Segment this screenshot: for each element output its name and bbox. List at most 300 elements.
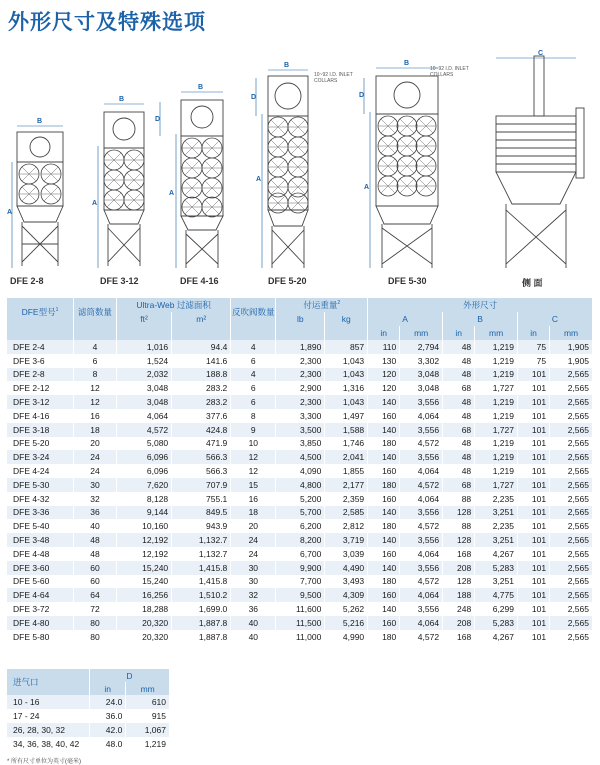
table-row (7, 695, 170, 709)
table-cell: 1,727 (475, 381, 518, 395)
table-cell: 20,320 (117, 616, 172, 630)
table-cell: 101 (518, 464, 550, 478)
table-cell: 10 - 16 (7, 695, 90, 709)
table-cell: 75 (518, 354, 550, 368)
table-cell: 9,144 (117, 506, 172, 520)
table-cell: 6,096 (117, 450, 172, 464)
table-cell: 15,240 (117, 575, 172, 589)
table-cell: 4,500 (276, 450, 325, 464)
dim-label-d: D (155, 116, 161, 123)
inlet-col-d: D (90, 669, 170, 682)
table-cell: 2,794 (400, 340, 443, 354)
dim-label-d: D (251, 94, 257, 101)
drawing-dfe-4-16 (181, 100, 223, 268)
table-cell: 4,572 (400, 478, 443, 492)
table-cell: 34, 36, 38, 40, 42 (7, 737, 90, 751)
table-cell: 1,043 (325, 368, 368, 382)
table-cell: 283.2 (172, 395, 231, 409)
table-cell: 5,200 (276, 492, 325, 506)
table-cell: 4,490 (325, 561, 368, 575)
table-cell: 1,219 (475, 437, 518, 451)
dim-label-a: A (364, 184, 370, 191)
table-cell: 3,300 (276, 409, 325, 423)
table-cell: 4,064 (400, 547, 443, 561)
dim-label-b: B (284, 62, 290, 69)
table-cell: 4 (231, 368, 276, 382)
table-row (7, 561, 593, 575)
table-cell: 3,556 (400, 602, 443, 616)
table-cell: DFE 3-12 (7, 395, 74, 409)
drawing-dfe-5-20 (268, 76, 308, 268)
table-cell: 1,219 (475, 354, 518, 368)
table-cell: 2,565 (550, 561, 593, 575)
table-cell: 3,556 (400, 533, 443, 547)
dim-label-a: A (169, 190, 175, 197)
table-cell: 64 (74, 588, 117, 602)
table-cell: 48 (443, 409, 475, 423)
table-cell: 12 (231, 464, 276, 478)
table-cell: 4,064 (117, 409, 172, 423)
table-cell: 18 (231, 506, 276, 520)
table-cell: 5,283 (475, 616, 518, 630)
table-cell: 1,219 (475, 464, 518, 478)
table-cell: 2,177 (325, 478, 368, 492)
table-cell: 208 (443, 616, 475, 630)
table-cell: 248 (443, 602, 475, 616)
table-cell: 2,300 (276, 395, 325, 409)
table-cell: 36 (74, 506, 117, 520)
table-cell: 68 (443, 381, 475, 395)
table-cell: 6 (74, 354, 117, 368)
table-cell: 32 (231, 588, 276, 602)
col-c-in: in (518, 326, 550, 340)
table-row (7, 616, 593, 630)
table-cell: 1,043 (325, 395, 368, 409)
dim-label-a: A (256, 176, 262, 183)
table-cell: 40 (231, 616, 276, 630)
table-cell: 4,064 (400, 616, 443, 630)
table-cell: 101 (518, 437, 550, 451)
table-cell: 36 (231, 602, 276, 616)
table-cell: 188.8 (172, 368, 231, 382)
table-cell: 1,043 (325, 354, 368, 368)
table-cell: 75 (518, 340, 550, 354)
table-row (7, 354, 593, 368)
table-cell: 26, 28, 30, 32 (7, 723, 90, 737)
table-row (7, 395, 593, 409)
inlet-col-mm: mm (126, 682, 170, 695)
table-cell: 2,235 (475, 519, 518, 533)
col-model: DFE型号$^1$ (7, 298, 74, 326)
table-cell: 1,132.7 (172, 547, 231, 561)
table-cell: DFE 3-6 (7, 354, 74, 368)
table-cell: 3,048 (400, 381, 443, 395)
table-cell: 101 (518, 368, 550, 382)
table-cell: 9 (231, 423, 276, 437)
table-cell: 610 (126, 695, 170, 709)
table-row (7, 368, 593, 382)
table-cell: 4,572 (400, 575, 443, 589)
table-cell: 1,219 (475, 409, 518, 423)
table-cell: 566.3 (172, 450, 231, 464)
table-cell: 2,565 (550, 602, 593, 616)
table-row (7, 423, 593, 437)
col-ultraweb: Ultra-Web 过滤面积 (117, 298, 231, 312)
table-cell: 4,267 (475, 547, 518, 561)
table-cell: 4 (231, 340, 276, 354)
table-cell: 11,500 (276, 616, 325, 630)
table-cell: DFE 2-8 (7, 368, 74, 382)
table-cell: 15,240 (117, 561, 172, 575)
table-row (7, 723, 170, 737)
table-cell: 7,620 (117, 478, 172, 492)
caption-dfe-3-12: DFE 3-12 (100, 276, 139, 286)
table-cell: 5,080 (117, 437, 172, 451)
table-cell: 24 (231, 533, 276, 547)
table-cell: 2,565 (550, 478, 593, 492)
inlet-header: 进气口 (7, 669, 90, 695)
table-cell: 11,600 (276, 602, 325, 616)
table-row (7, 506, 593, 520)
table-cell: 40 (74, 519, 117, 533)
table-cell: 3,048 (400, 368, 443, 382)
table-cell: 3,493 (325, 575, 368, 589)
table-cell: 180 (368, 630, 400, 644)
table-cell: 6 (231, 354, 276, 368)
table-cell: 915 (126, 709, 170, 723)
table-cell: 1,219 (475, 450, 518, 464)
table-cell: 32 (74, 492, 117, 506)
table-cell: 16 (74, 409, 117, 423)
table-cell: 3,048 (117, 395, 172, 409)
table-cell: 5,216 (325, 616, 368, 630)
table-cell: 48 (443, 464, 475, 478)
table-cell: 6,096 (117, 464, 172, 478)
collector-drawings-svg (0, 36, 600, 296)
table-cell: 141.6 (172, 354, 231, 368)
table-cell: 4,090 (276, 464, 325, 478)
table-cell: 2,565 (550, 381, 593, 395)
caption-dfe-2-8: DFE 2-8 (10, 276, 44, 286)
table-cell: DFE 3-60 (7, 561, 74, 575)
table-cell: DFE 4-16 (7, 409, 74, 423)
dim-label-a: A (7, 209, 13, 216)
col-m2: m² (172, 312, 231, 326)
table-cell: 24 (231, 547, 276, 561)
table-cell: 3,048 (117, 381, 172, 395)
table-cell: 101 (518, 395, 550, 409)
table-cell: 180 (368, 519, 400, 533)
table-cell: 2,565 (550, 437, 593, 451)
dim-label-d: D (359, 92, 365, 99)
table-cell: 80 (74, 630, 117, 644)
table-cell: 4,064 (400, 588, 443, 602)
table-cell: 1,887.8 (172, 616, 231, 630)
table-cell: 101 (518, 492, 550, 506)
col-b: B (443, 312, 518, 326)
table-cell: 2,565 (550, 547, 593, 561)
col-b-mm: mm (475, 326, 518, 340)
table-cell: 68 (443, 423, 475, 437)
inlet-collar-note: 10~92 I.D. INLET COLLARS (314, 72, 353, 84)
spec-table (7, 298, 593, 644)
table-cell: 24.0 (90, 695, 126, 709)
col-kg: kg (325, 312, 368, 326)
table-cell: 101 (518, 519, 550, 533)
table-cell: 188 (443, 588, 475, 602)
table-cell: 3,556 (400, 506, 443, 520)
caption-dfe-5-30: DFE 5-30 (388, 276, 427, 286)
table-cell: 9,500 (276, 588, 325, 602)
table-cell: DFE 4-48 (7, 547, 74, 561)
table-cell: 4,572 (400, 630, 443, 644)
table-cell: 3,251 (475, 575, 518, 589)
table-cell: 2,565 (550, 409, 593, 423)
table-cell: 5,262 (325, 602, 368, 616)
footnote: * 所有尺寸单位为英寸(毫米) (7, 759, 81, 765)
table-cell: 1,905 (550, 340, 593, 354)
table-cell: 1,415.8 (172, 575, 231, 589)
table-cell: 68 (443, 478, 475, 492)
table-row (7, 737, 170, 751)
table-cell: 42.0 (90, 723, 126, 737)
table-cell: DFE 4-80 (7, 616, 74, 630)
table-cell: 1,016 (117, 340, 172, 354)
table-cell: 160 (368, 492, 400, 506)
table-cell: 2,565 (550, 533, 593, 547)
table-cell: 20 (231, 519, 276, 533)
table-cell: 20 (74, 437, 117, 451)
table-cell: 48 (443, 354, 475, 368)
table-row (7, 630, 593, 644)
table-cell: 3,556 (400, 561, 443, 575)
table-cell: 1,727 (475, 478, 518, 492)
table-cell: 1,510.2 (172, 588, 231, 602)
table-cell: 48 (443, 450, 475, 464)
table-cell: 1,699.0 (172, 602, 231, 616)
table-cell: 20,320 (117, 630, 172, 644)
table-cell: DFE 5-30 (7, 478, 74, 492)
table-cell: 857 (325, 340, 368, 354)
table-cell: DFE 3-18 (7, 423, 74, 437)
table-cell: 11,000 (276, 630, 325, 644)
table-cell: 140 (368, 395, 400, 409)
table-cell: 1,219 (475, 340, 518, 354)
inlet-table-body (7, 695, 170, 751)
table-cell: 16 (231, 492, 276, 506)
table-cell: 6,700 (276, 547, 325, 561)
col-b-in: in (443, 326, 475, 340)
table-cell: 140 (368, 506, 400, 520)
table-cell: 12 (74, 395, 117, 409)
caption-dfe-5-20: DFE 5-20 (268, 276, 307, 286)
dim-label-a: A (92, 200, 98, 207)
table-cell: 160 (368, 616, 400, 630)
table-cell: 6 (231, 395, 276, 409)
table-cell: 2,565 (550, 616, 593, 630)
table-cell: 120 (368, 368, 400, 382)
table-cell: 1,524 (117, 354, 172, 368)
table-cell: 15 (231, 478, 276, 492)
table-cell: 208 (443, 561, 475, 575)
table-cell: 4,775 (475, 588, 518, 602)
table-cell: 12 (231, 450, 276, 464)
col-a: A (368, 312, 443, 326)
table-cell: 1,905 (550, 354, 593, 368)
table-cell: 1,067 (126, 723, 170, 737)
table-cell: 48 (443, 395, 475, 409)
dim-label-b: B (404, 60, 410, 67)
drawing-dfe-5-30 (376, 76, 438, 268)
table-cell: 72 (74, 602, 117, 616)
table-cell: 16,256 (117, 588, 172, 602)
table-cell: 101 (518, 602, 550, 616)
table-cell: 6,299 (475, 602, 518, 616)
table-cell: 2,565 (550, 423, 593, 437)
table-cell: 2,032 (117, 368, 172, 382)
col-a-in: in (368, 326, 400, 340)
table-cell: 2,235 (475, 492, 518, 506)
table-row (7, 709, 170, 723)
table-cell: 140 (368, 533, 400, 547)
table-cell: 755.1 (172, 492, 231, 506)
col-a-mm: mm (400, 326, 443, 340)
table-cell: 1,890 (276, 340, 325, 354)
table-cell: 4,800 (276, 478, 325, 492)
table-cell: 1,316 (325, 381, 368, 395)
table-row (7, 381, 593, 395)
col-shipping-weight: 付运重量$^2$ (276, 298, 368, 312)
table-cell: 2,359 (325, 492, 368, 506)
table-cell: 101 (518, 409, 550, 423)
col-pulse-valves: 反吹阀数量 (231, 298, 276, 326)
table-cell: DFE 5-20 (7, 437, 74, 451)
table-cell: 566.3 (172, 464, 231, 478)
table-cell: 128 (443, 506, 475, 520)
table-cell: 101 (518, 506, 550, 520)
table-cell: 8 (231, 409, 276, 423)
table-cell: 1,746 (325, 437, 368, 451)
table-cell: 40 (231, 630, 276, 644)
table-cell: 4,064 (400, 464, 443, 478)
table-cell: 1,219 (475, 395, 518, 409)
table-cell: 80 (74, 616, 117, 630)
table-cell: 4,572 (117, 423, 172, 437)
table-cell: 110 (368, 340, 400, 354)
table-cell: 3,500 (276, 423, 325, 437)
table-cell: 101 (518, 547, 550, 561)
table-cell: 3,039 (325, 547, 368, 561)
table-cell: 8,200 (276, 533, 325, 547)
table-cell: 168 (443, 630, 475, 644)
table-cell: DFE 5-40 (7, 519, 74, 533)
table-cell: 4,990 (325, 630, 368, 644)
table-cell: 128 (443, 533, 475, 547)
table-cell: 160 (368, 409, 400, 423)
table-cell: 30 (231, 575, 276, 589)
table-cell: 101 (518, 561, 550, 575)
table-row (7, 409, 593, 423)
table-row (7, 464, 593, 478)
col-c: C (518, 312, 593, 326)
table-cell: 180 (368, 575, 400, 589)
table-cell: 4,064 (400, 409, 443, 423)
table-row (7, 575, 593, 589)
table-cell: 3,251 (475, 506, 518, 520)
table-cell: 18 (74, 423, 117, 437)
table-cell: 48 (443, 437, 475, 451)
table-cell: 3,556 (400, 423, 443, 437)
table-cell: 48 (443, 368, 475, 382)
dim-label-c: C (538, 50, 544, 57)
table-cell: DFE 5-60 (7, 575, 74, 589)
col-lb: lb (276, 312, 325, 326)
table-cell: 48 (74, 533, 117, 547)
table-cell: 88 (443, 492, 475, 506)
table-cell: 48 (443, 340, 475, 354)
table-cell: 30 (74, 478, 117, 492)
table-cell: 1,588 (325, 423, 368, 437)
table-cell: 6,200 (276, 519, 325, 533)
table-cell: 3,850 (276, 437, 325, 451)
table-cell: 2,812 (325, 519, 368, 533)
table-cell: 101 (518, 575, 550, 589)
table-cell: DFE 3-24 (7, 450, 74, 464)
table-cell: 180 (368, 478, 400, 492)
table-cell: 943.9 (172, 519, 231, 533)
dim-label-b: B (198, 84, 204, 91)
table-cell: 2,585 (325, 506, 368, 520)
table-cell: 8 (74, 368, 117, 382)
table-cell: 101 (518, 630, 550, 644)
table-cell: 3,302 (400, 354, 443, 368)
table-cell: 12,192 (117, 533, 172, 547)
table-cell: DFE 4-24 (7, 464, 74, 478)
table-cell: 471.9 (172, 437, 231, 451)
table-cell: DFE 5-80 (7, 630, 74, 644)
inlet-col-in: in (90, 682, 126, 695)
table-cell: 88 (443, 519, 475, 533)
table-cell: 18,288 (117, 602, 172, 616)
drawing-dfe-2-8 (17, 132, 63, 266)
table-row (7, 519, 593, 533)
col-overall-dims: 外形尺寸 (368, 298, 593, 312)
table-cell: 2,565 (550, 368, 593, 382)
drawing-side-view (496, 56, 584, 268)
table-cell: 101 (518, 588, 550, 602)
table-cell: 10 (231, 437, 276, 451)
table-cell: DFE 3-36 (7, 506, 74, 520)
table-cell: 2,041 (325, 450, 368, 464)
table-cell: 3,556 (400, 395, 443, 409)
table-cell: 36.0 (90, 709, 126, 723)
table-row (7, 437, 593, 451)
table-cell: 4,309 (325, 588, 368, 602)
col-filters: 滤筒数量 (74, 298, 117, 326)
table-cell: 30 (231, 561, 276, 575)
table-cell: 1,887.8 (172, 630, 231, 644)
table-cell: 377.6 (172, 409, 231, 423)
table-cell: 101 (518, 478, 550, 492)
table-cell: 1,132.7 (172, 533, 231, 547)
table-cell: 3,251 (475, 533, 518, 547)
table-cell: 707.9 (172, 478, 231, 492)
page-title: 外形尺寸及特殊选项 (8, 11, 206, 34)
table-cell: 160 (368, 547, 400, 561)
table-cell: 1,415.8 (172, 561, 231, 575)
table-cell: 12 (74, 381, 117, 395)
table-cell: 4,572 (400, 437, 443, 451)
